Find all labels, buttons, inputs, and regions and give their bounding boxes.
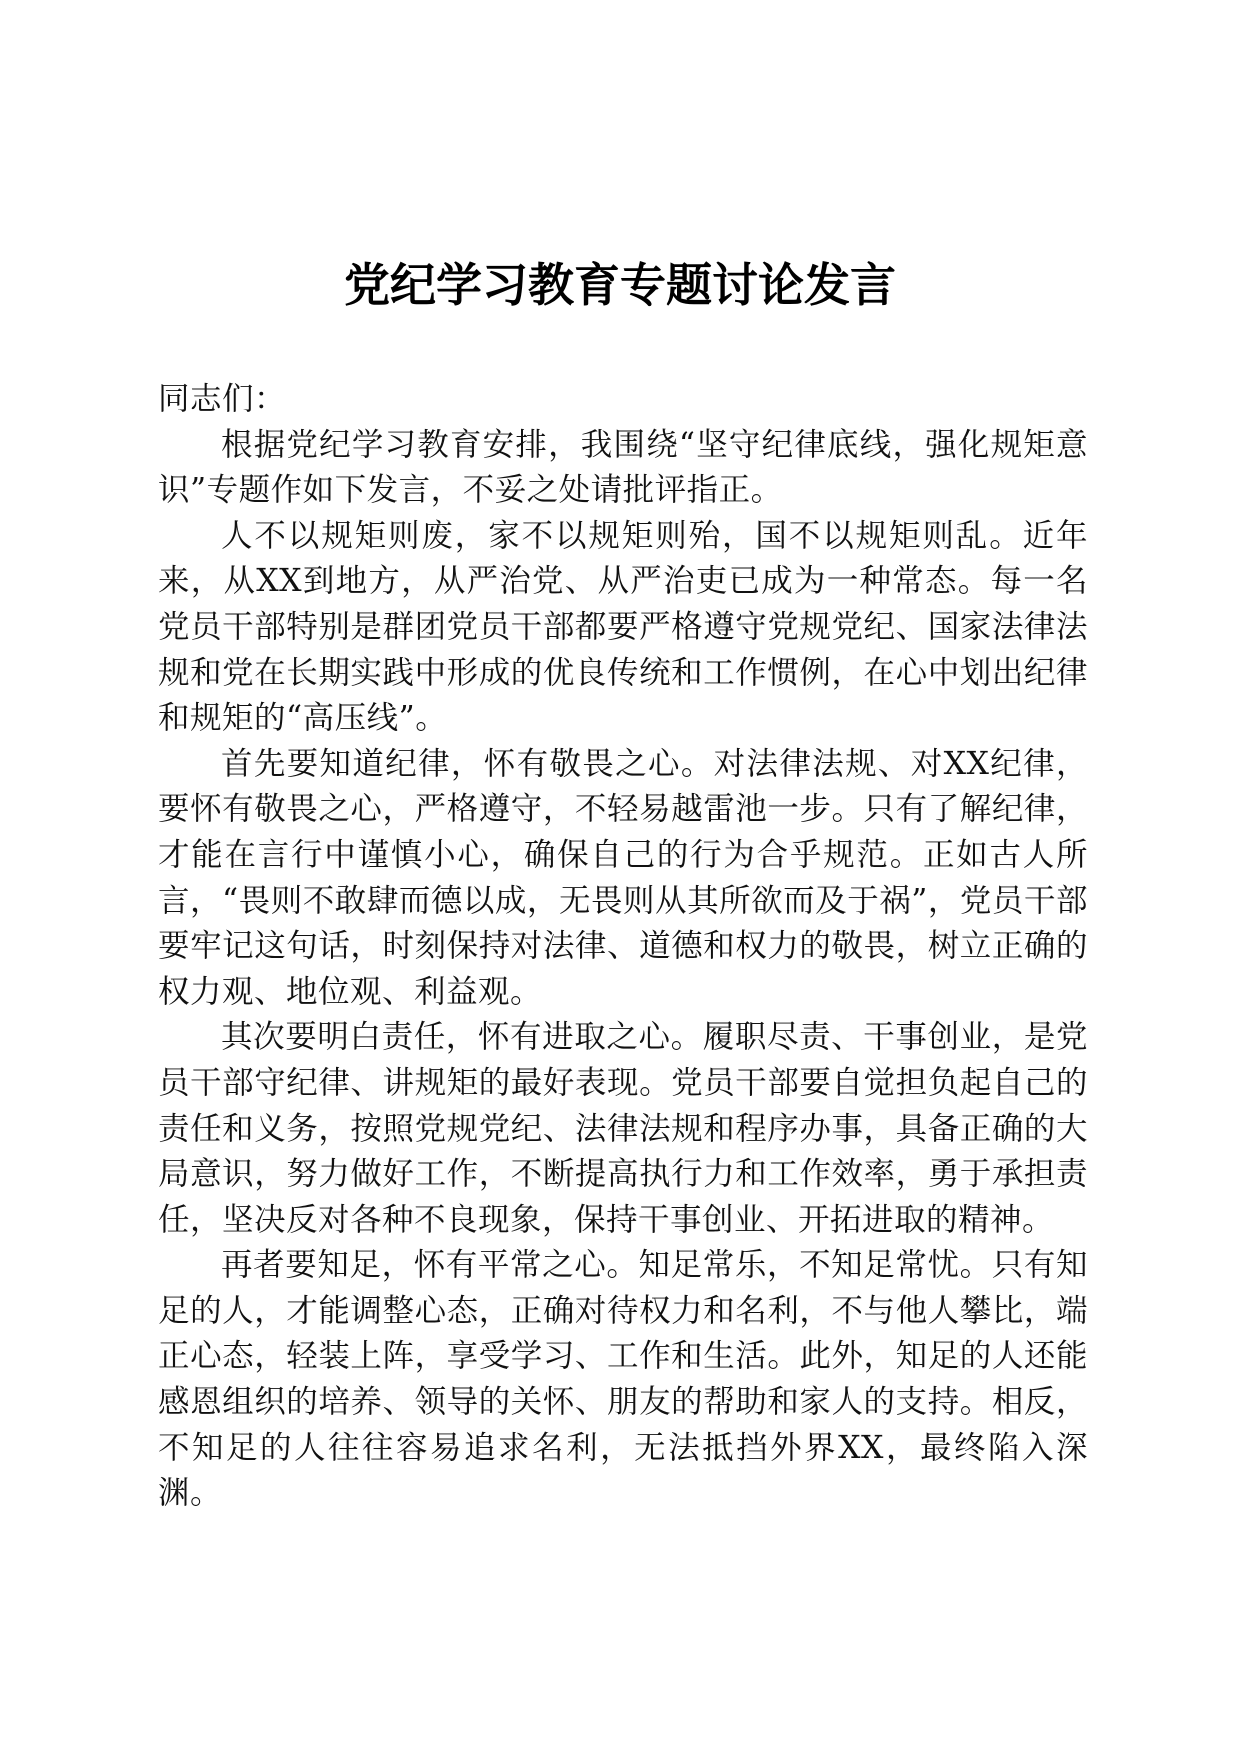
salutation: 同志们： xyxy=(158,381,287,417)
paragraph-intro: 根据党纪学习教育安排，我围绕“坚守纪律底线，强化规矩意识”专题作如下发言，不妥之处请批评指正。 xyxy=(158,426,1088,509)
paragraph-contentment: 再者要知足，怀有平常之心。知足常乐，不知足常忧。只有知足的人，才能调整心态，正确对待权力和名利，不与他人攀比，端正心态，轻装上阵，享受学习、工作和生活。此外，知足的人还能感恩组织的培养、领导的关怀、朋友的帮助和家人的支持。相反，不知足的人往往容易追求名利，无法抵挡外界XX，最终陷入深渊。 xyxy=(158,1247,1088,1512)
paragraph-know-discipline: 首先要知道纪律，怀有敬畏之心。对法律法规、对XX纪律，要怀有敬畏之心，严格遵守，不轻易越雷池一步。只有了解纪律，才能在言行中谨慎小心，确保自己的行为合乎规范。正如古人所言，“畏则不敢肆而德以成，无畏则从其所欲而及于祸”，党员干部要牢记这句话，时刻保持对法律、道德和权力的敬畏，树立正确的权力观、地位观、利益观。 xyxy=(158,745,1088,1010)
paragraph-responsibility: 其次要明白责任，怀有进取之心。履职尽责、干事创业，是党员干部守纪律、讲规矩的最好表现。党员干部要自觉担负起自己的责任和义务，按照党规党纪、法律法规和程序办事，具备正确的大局意识，努力做好工作，不断提高执行力和工作效率，勇于承担责任，坚决反对各种不良现象，保持干事创业、开拓进取的精神。 xyxy=(158,1019,1088,1238)
document-body xyxy=(158,377,1088,1517)
paragraph-rules: 人不以规矩则废，家不以规矩则殆，国不以规矩则乱。近年来，从XX到地方，从严治党、从严治吏已成为一种常态。每一名党员干部特别是群团党员干部都要严格遵守党规党纪、国家法律法规和党在长期实践中形成的优良传统和工作惯例，在心中划出纪律和规矩的“高压线”。 xyxy=(158,517,1088,737)
document-title: 党纪学习教育专题讨论发言 xyxy=(344,258,896,312)
